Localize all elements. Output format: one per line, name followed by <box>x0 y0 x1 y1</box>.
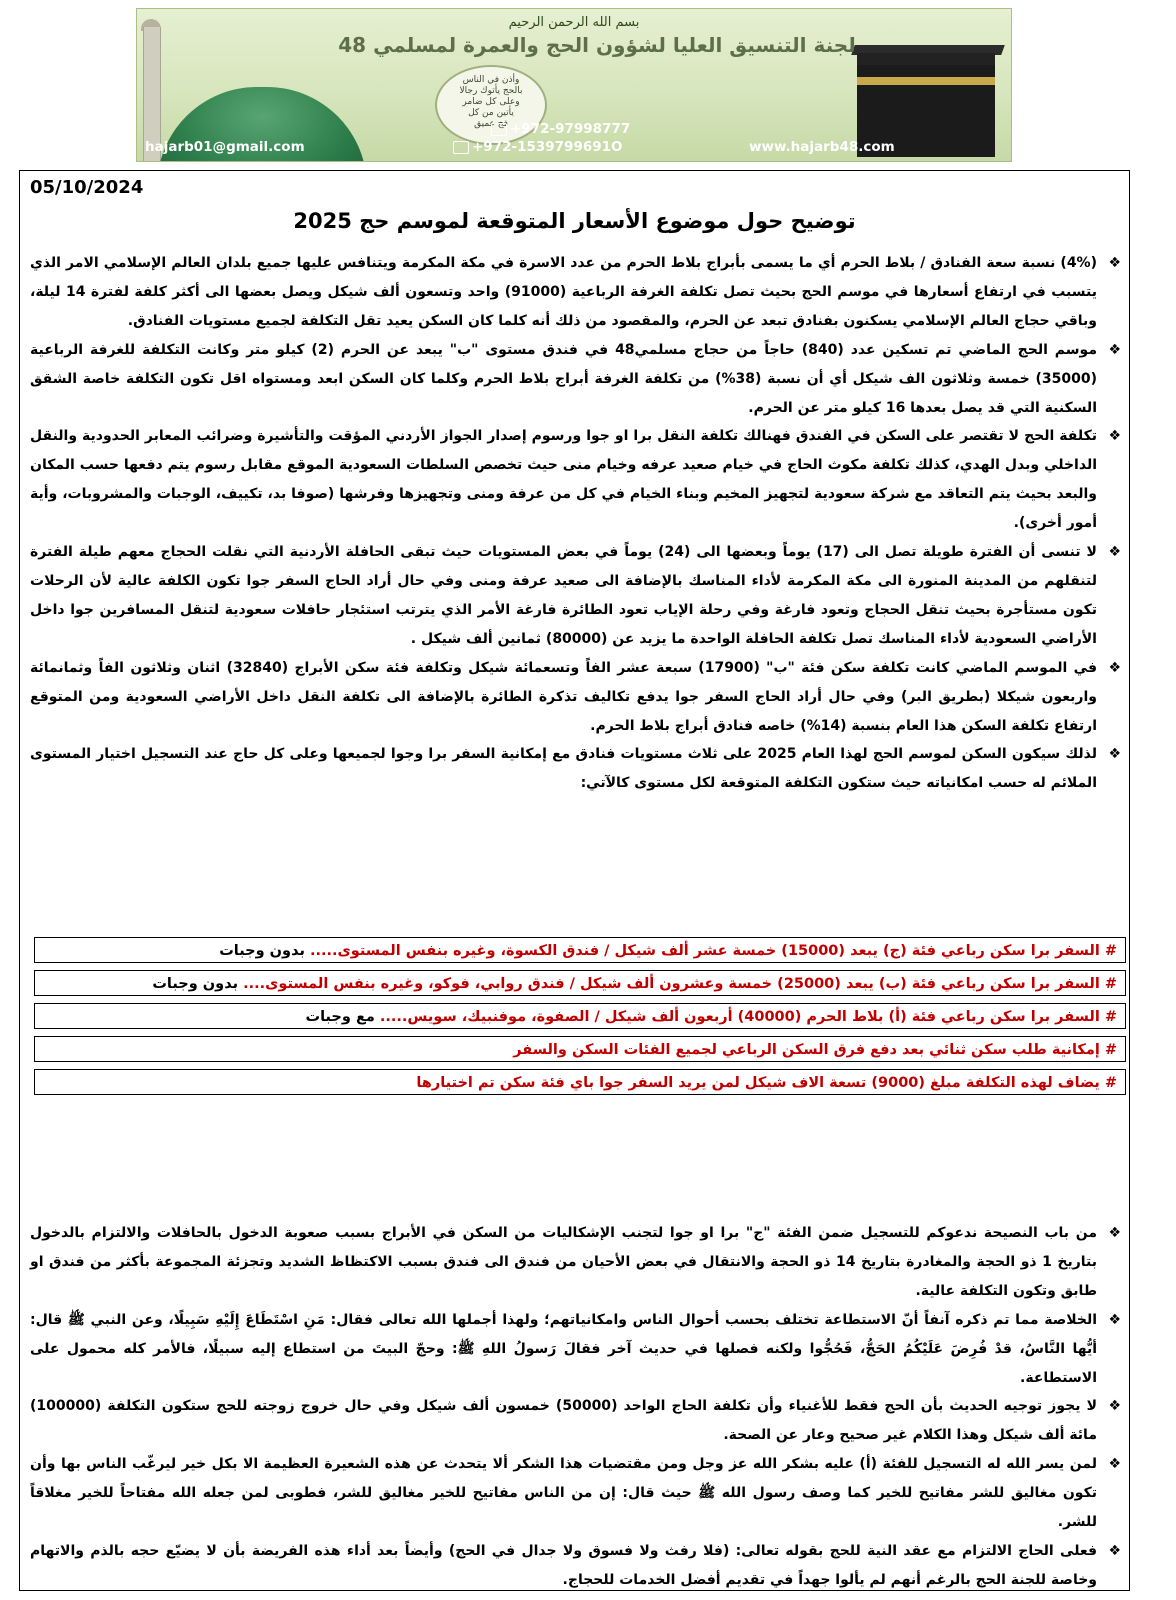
diamond-bullet-icon: ❖ <box>1108 1542 1121 1559</box>
verse-line: بالحج يأتوك رجالا <box>459 86 523 96</box>
bullet-paragraph <box>30 740 1121 798</box>
phone-1-text: +972-97998777 <box>510 121 631 137</box>
diamond-bullet-icon: ❖ <box>1108 428 1121 445</box>
contact-phone-1[interactable] <box>491 121 630 137</box>
diamond-bullet-icon: ❖ <box>1108 746 1121 763</box>
organization-name: لجنة التنسيق العليا لشؤون الحج والعمرة لمسلمي 48 <box>338 33 856 57</box>
price-option-box <box>34 970 1126 996</box>
verse-line: يأتين من كل <box>468 108 514 118</box>
diamond-bullet-icon: ❖ <box>1108 1456 1121 1473</box>
price-option-note: بدون وجبات <box>152 976 244 992</box>
paragraph-text: لا تنسى أن الفترة طويلة تصل الى (17) يوماً وبعضها الى (24) يوماً في بعض المستويات حيث تبقى الحافلة الأردنية التي نقلت الحجاج معهم طيلة الفترة لتنقلهم من المدينة المنورة الى مكة المكرمة لأداء المناسك بالإضافة الى صعيد عرفة ومنى وفي حال أراد الحاج السفر جوا تكون الكلفة عالية لأن الرحلات تكون مستأجرة بحيث تنقل الحجاج وتعود فارغة وفي رحلة الإياب تعود الطائرة فارغة الأمر الذي يترتب استئجار حافلات سعودية لتنقل المسافرين جوا داخل الأراضي السعودية لأداء المناسك تصل تكلفة الحافلة الواحدة ما يزيد عن (80000) ثمانين ألف شيكل . <box>30 544 1097 647</box>
contact-email[interactable]: hajarb01@gmail.com <box>145 139 305 155</box>
price-option-note: بدون وجبات <box>219 943 310 959</box>
paragraphs-top <box>30 249 1121 798</box>
paragraph-text: من باب النصيحة ندعوكم للتسجيل ضمن الفئة "ج" برا او جوا لتجنب الإشكاليات من السكن في الأبراج بسبب صعوبة الدخول بالحافلات والالتزام بالدخول بتاريخ 1 ذو الحجة والمغادرة بتاريخ 14 ذو الحجة والانتقال في بعض الأحيان من فندق الى فندق بسبب الاكتظاظ الشديد وتجزئة المجموعة بأكثر من فندق او طابق وتكون التكلفة عالية. <box>30 1225 1098 1299</box>
price-option-box <box>34 1036 1126 1062</box>
bullet-paragraph <box>30 422 1121 538</box>
price-option-text: # إمكانية طلب سكن ثنائي بعد دفع فرق السكن الرباعي لجميع الفئات السكن والسفر <box>513 1042 1117 1058</box>
phone-2-text: +972-1539799691O <box>472 139 623 155</box>
verse-line: وأذن في الناس <box>462 75 520 85</box>
contact-website[interactable]: www.hajarb48.com <box>749 139 895 155</box>
diamond-bullet-icon: ❖ <box>1108 341 1121 358</box>
paragraph-text: موسم الحج الماضي تم تسكين عدد (840) حاجاً من حجاج مسلمي48 في فندق مستوى "ب" يبعد عن الحرم (2) كيلو متر وكانت التكلفة للغرفة الرباعية (35000) خمسة وثلاثون الف شيكل أي أن نسبة (38%) من تكلفة الغرفة أبراج بلاط الحرم وكلما كان السكن ابعد ومستواه اقل تكون التكلفة خاصة الشقق السكنية التي قد يصل بعدها 16 كيلو متر عن الحرم. <box>30 341 1097 416</box>
whatsapp-icon <box>453 141 469 154</box>
bullet-paragraph <box>30 249 1121 336</box>
diamond-bullet-icon: ❖ <box>1108 1311 1121 1328</box>
diamond-bullet-icon: ❖ <box>1108 1225 1121 1241</box>
paragraph-text: (4%) نسبة سعة الفنادق / بلاط الحرم أي ما يسمى بأبراج بلاط الحرم من عدد الاسرة في مكة المكرمة ويتنافس عليها جميع بلدان العالم الإسلامي الامر الذي يتسبب في ارتفاع أسعارها في موسم الحج بحيث تصل تكلفة الغرفة الرباعية (91000) واحد وتسعون ألف شيكل ويصل بعضها الى أكثر كلفة لفترة 14 ليلة، وباقي حجاج العالم الإسلامي يسكنون بفنادق تبعد عن الحرم، والمقصود من ذلك أنه كلما كان السكن يعيد تقل التكلفة لجميع مستويات الفنادق. <box>30 255 1097 329</box>
bullet-paragraph <box>30 1450 1121 1537</box>
document-frame <box>19 170 1130 1591</box>
bullet-paragraph <box>30 1392 1121 1450</box>
paragraph-text: الخلاصة مما تم ذكره آنفاً أنّ الاستطاعة تختلف بحسب أحوال الناس وامكانياتهم؛ ولهذا أجملها الله تعالى فقال: مَنِ اسْتَطَاعَ إِلَيْهِ سَبِيلًا، وعن النبي ﷺ قال: أيُّها النَّاسُ، قدْ فُرِضَ عَلَيْكُمُ الحَجُّ، فَحُجُّوا ولكنه فصلها في حديث آخر فقالَ رَسولُ اللهِ ﷺ: وحجّ البيتَ من استطاع إليه سبيلًا، فالأمر كله محمول على الاستطاعة. <box>30 1311 1097 1386</box>
price-option-box <box>34 1003 1126 1029</box>
paragraph-text: في الموسم الماضي كانت تكلفة سكن فئة "ب" (17900) سبعة عشر الفاً وتسعمائة شيكل وتكلفة فئة سكن الأبراج (32840) اثنان وثلاثون الفاً وثمانمائة واربعون شيكلا (بطريق البر) وفي حال أراد الحاج السفر جوا يدفع تكاليف تذكرة الطائرة بالإضافة الى تكلفة النقل داخل الأراضي السعودية ومن المتوقع ارتفاع تكلفة السكن هذا العام بنسبة (14%) خاصه فنادق أبراج بلاط الحرم. <box>30 659 1097 734</box>
diamond-bullet-icon: ❖ <box>1108 255 1121 271</box>
phone-icon <box>491 123 507 136</box>
bullet-paragraph <box>30 1219 1121 1306</box>
price-option-text: # يضاف لهذه التكلفة مبلغ (9000) تسعة الاف شيكل لمن يريد السفر جوا باي فئة سكن تم اختيارها <box>416 1075 1117 1091</box>
price-options <box>34 937 1126 1102</box>
bullet-paragraph <box>30 336 1121 423</box>
price-option-text: # السفر برا سكن رباعي فئة (ب) يبعد (25000) خمسة وعشرون ألف شيكل / فندق روابي، فوكو، وغيره بنفس المستوى.... <box>243 976 1117 992</box>
paragraph-text: لا يجوز توجيه الحديث بأن الحج فقط للأغنياء وأن تكلفة الحاج الواحد (50000) خمسون ألف شيكل وفي حال خروج زوجته للحج ستكون التكلفة (100000) مائة ألف شيكل وهذا الكلام غير صحيح وعار عن الصحة. <box>30 1398 1098 1444</box>
price-option-note: مع وجبات <box>305 1009 380 1025</box>
bullet-paragraph <box>30 654 1121 741</box>
paragraph-text: لمن يسر الله له التسجيل للفئة (أ) عليه بشكر الله عز وجل ومن مقتضيات هذا الشكر ألا يتحدث عن هذه الشعيرة العظيمة الا بكل خير ليرغّب الناس بها وأن تكون مغاليق للشر مفاتيح للخير كما وصف رسول الله ﷺ حيث قال: إن من الناس مفاتيح للخير مغاليق للشر، فطوبى لمن جعله الله مفتاحاً للخير مغلاقاً للشر. <box>30 1456 1097 1531</box>
bullet-paragraph <box>30 1537 1121 1595</box>
basmala: بسم الله الرحمن الرحيم <box>508 15 640 30</box>
bullet-paragraph <box>30 538 1121 654</box>
paragraph-text: فعلى الحاج الالتزام مع عقد النية للحج بقوله تعالى: (فلا رفث ولا فسوق ولا جدال في الحج) وأيضاً بعد أداء هذه الفريضة بأن لا يضيّع حجه بالذم والاتهام وخاصة للجنة الحج بالرغم أنهم لم يألوا جهداً في تقديم أفضل الخدمات للحجاج. <box>30 1542 1097 1588</box>
paragraph-text: لذلك سيكون السكن لموسم الحج لهذا العام 2025 على ثلاث مستويات فنادق مع إمكانية السفر برا وجوا لجميعها وعلى كل حاج عند التسجيل اختيار المستوى الملائم له حسب امكانياته حيث ستكون التكلفة المتوقعة لكل مستوى كالآتي: <box>30 746 1097 792</box>
kaaba-gold-band <box>857 77 995 85</box>
price-option-box <box>34 937 1126 963</box>
paragraph-text: تكلفة الحج لا تقتصر على السكن في الفندق فهنالك تكلفة النقل برا او جوا ورسوم إصدار الجواز الأردني المؤقت والتأشيرة وضرائب المعابر الحدودية والنقل الداخلي وبدل الهدي، كذلك تكلفة مكوث الحاج في خيام صعيد عرفه وخيام منى حيث تخصص السلطات السعودية الموقع مقابل رسوم يتم دفعها حسب المكان والبعد بحيث يتم التعاقد مع شركة سعودية لتجهيز المخيم وبناء الخيام في كل من عرفة ومنى وتجهيزها وفرشها (صوفا بد، تكييف، الوجبات والمشروبات، وأية أمور أخرى). <box>30 428 1097 532</box>
price-option-text: # السفر برا سكن رباعي فئة (ج) يبعد (15000) خمسة عشر ألف شيكل / فندق الكسوة، وغيره بنفس المستوى..... <box>309 943 1117 959</box>
price-option-text: # السفر برا سكن رباعي فئة (أ) بلاط الحرم (40000) أربعون ألف شيكل / الصفوة، موفنبيك، سويس..... <box>379 1009 1117 1025</box>
diamond-bullet-icon: ❖ <box>1108 1398 1121 1415</box>
document-date: 05/10/2024 <box>30 177 144 198</box>
price-option-box <box>34 1069 1126 1095</box>
verse-line: وعلى كل ضامر <box>462 97 520 107</box>
header-banner <box>136 8 1012 162</box>
verse-line: فج عميق <box>474 119 508 129</box>
paragraphs-bottom <box>30 1219 1121 1595</box>
bullet-paragraph <box>30 1306 1121 1393</box>
document-title: توضيح حول موضوع الأسعار المتوقعة لموسم حج 2025 <box>293 209 856 233</box>
contact-phone-2[interactable] <box>453 139 623 155</box>
diamond-bullet-icon: ❖ <box>1108 659 1121 676</box>
diamond-bullet-icon: ❖ <box>1108 544 1121 561</box>
